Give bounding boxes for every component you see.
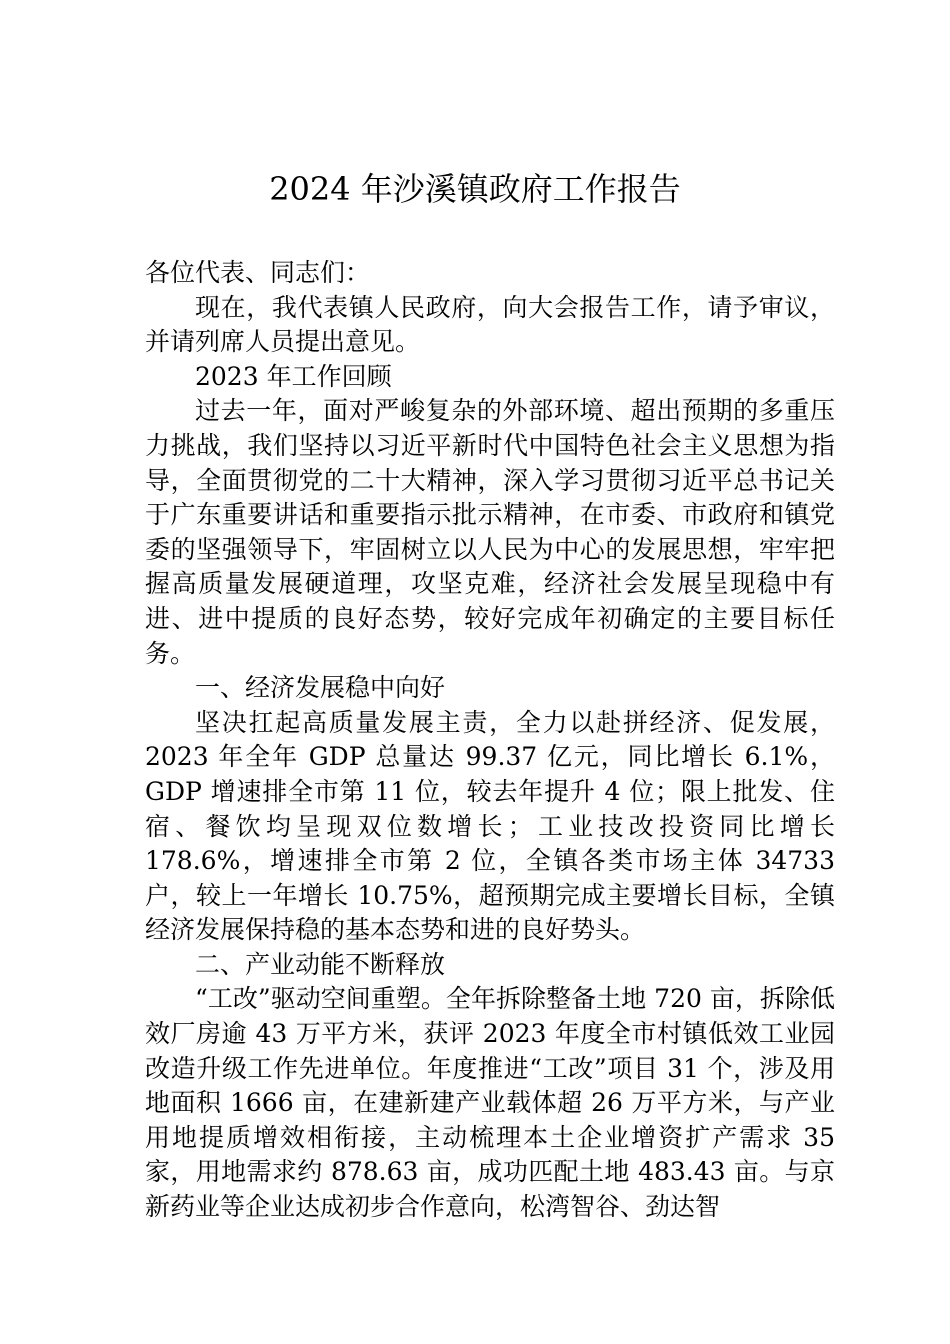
opening-paragraph: 现在，我代表镇人民政府，向大会报告工作，请予审议，并请列席人员提出意见。 bbox=[145, 292, 835, 357]
industry-paragraph: “工改”驱动空间重塑。全年拆除整备土地 720 亩，拆除低效厂房逾 43 万平方米，获评 2023 年度全市村镇低效工业园改造升级工作先进单位。年度推进“工改”项目 31 个，涉及用地面积 1666 亩，在建新建产业载体超 26 万平方米，与产业用地提质增效相衔接，主动梳理本土企业增资扩产需求 35 家，用地需求约 878.63 亩，成功匹配土地 483.43 亩。与京新药业等企业达成初步合作意向，松湾智谷、劲达智 bbox=[145, 984, 835, 1222]
economy-paragraph: 坚决扛起高质量发展主责，全力以赴拼经济、促发展，2023 年全年 GDP 总量达 99.37 亿元，同比增长 6.1%，GDP 增速排全市第 11 位，较去年提升 4 位；限上批发、住宿、餐饮均呈现双位数增长；工业技改投资同比增长 178.6%，增速排全市第 2 位，全镇各类市场主体 34733 户，较上一年增长 10.75%，超预期完成主要增长目标，全镇经济发展保持稳的基本态势和进的良好势头。 bbox=[145, 707, 835, 945]
section-heading-review: 2023 年工作回顾 bbox=[195, 361, 392, 391]
subheading-industry: 二、产业动能不断释放 bbox=[195, 949, 446, 979]
document-title: 2024 年沙溪镇政府工作报告 bbox=[269, 170, 681, 208]
subheading-economy: 一、经济发展稳中向好 bbox=[195, 673, 446, 703]
review-paragraph: 过去一年，面对严峻复杂的外部环境、超出预期的多重压力挑战，我们坚持以习近平新时代中国特色社会主义思想为指导，全面贯彻党的二十大精神，深入学习贯彻习近平总书记关于广东重要讲话和重要指示批示精神，在市委、市政府和镇党委的坚强领导下，牢固树立以人民为中心的发展思想，牢牢把握高质量发展硬道理，攻坚克难，经济社会发展呈现稳中有进、进中提质的良好态势，较好完成年初确定的主要目标任务。 bbox=[145, 396, 835, 668]
salutation: 各位代表、同志们： bbox=[145, 258, 371, 287]
document-body bbox=[145, 256, 835, 1225]
